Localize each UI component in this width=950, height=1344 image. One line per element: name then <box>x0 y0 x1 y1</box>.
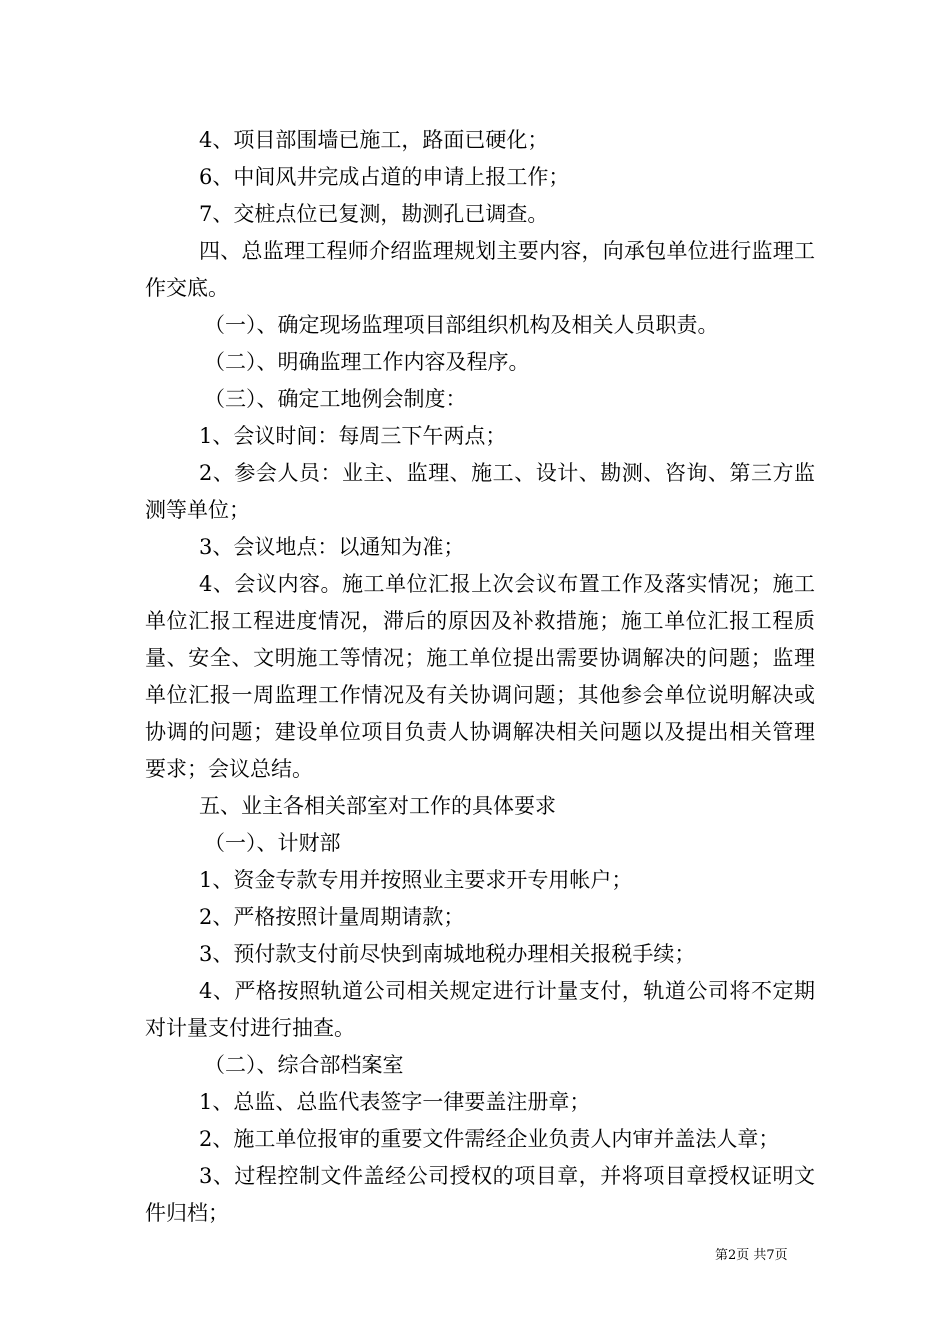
paragraph: 四、总监理工程师介绍监理规划主要内容，向承包单位进行监理工作交底。 <box>145 239 815 300</box>
paragraph: 4、项目部围墙已施工，路面已硬化； <box>199 128 549 152</box>
paragraph: 2、施工单位报审的重要文件需经企业负责人内审并盖法人章； <box>199 1127 780 1151</box>
paragraph: （二）、综合部档案室 <box>204 1053 404 1077</box>
paragraph: 1、总监、总监代表签字一律要盖注册章； <box>199 1090 591 1114</box>
paragraph: 3、预付款支付前尽快到南城地税办理相关报税手续； <box>199 942 696 966</box>
page-number: 第2页 共7页 <box>715 1248 788 1263</box>
paragraph: 2、参会人员：业主、监理、施工、设计、勘测、咨询、第三方监测等单位； <box>145 461 815 522</box>
paragraph: 4、严格按照轨道公司相关规定进行计量支付，轨道公司将不定期对计量支付进行抽查。 <box>145 979 815 1040</box>
paragraph: 7、交桩点位已复测，勘测孔已调查。 <box>199 202 549 226</box>
document-body <box>145 122 815 1232</box>
paragraph: （一）、计财部 <box>204 831 341 855</box>
paragraph: 1、会议时间：每周三下午两点； <box>199 424 507 448</box>
paragraph: 3、过程控制文件盖经公司授权的项目章，并将项目章授权证明文件归档； <box>145 1164 815 1225</box>
paragraph: （二）、明确监理工作内容及程序。 <box>204 350 530 374</box>
paragraph: 3、会议地点：以通知为准； <box>199 535 465 559</box>
paragraph: （三）、确定工地例会制度： <box>204 387 467 411</box>
paragraph: （一）、确定现场监理项目部组织机构及相关人员职责。 <box>204 313 719 337</box>
paragraph: 6、中间风井完成占道的申请上报工作； <box>199 165 570 189</box>
paragraph: 五、业主各相关部室对工作的具体要求 <box>199 794 556 818</box>
paragraph: 2、严格按照计量周期请款； <box>199 905 465 929</box>
paragraph: 4、会议内容。施工单位汇报上次会议布置工作及落实情况；施工单位汇报工程进度情况，滞后的原因及补救措施；施工单位汇报工程质量、安全、文明施工等情况；施工单位提出需要协调解决的问题；监理单位汇报一周监理工作情况及有关协调问题；其他参会单位说明解决或协调的问题；建设单位项目负责人协调解决相关问题以及提出相关管理要求；会议总结。 <box>145 572 815 781</box>
paragraph: 1、资金专款专用并按照业主要求开专用帐户； <box>199 868 633 892</box>
